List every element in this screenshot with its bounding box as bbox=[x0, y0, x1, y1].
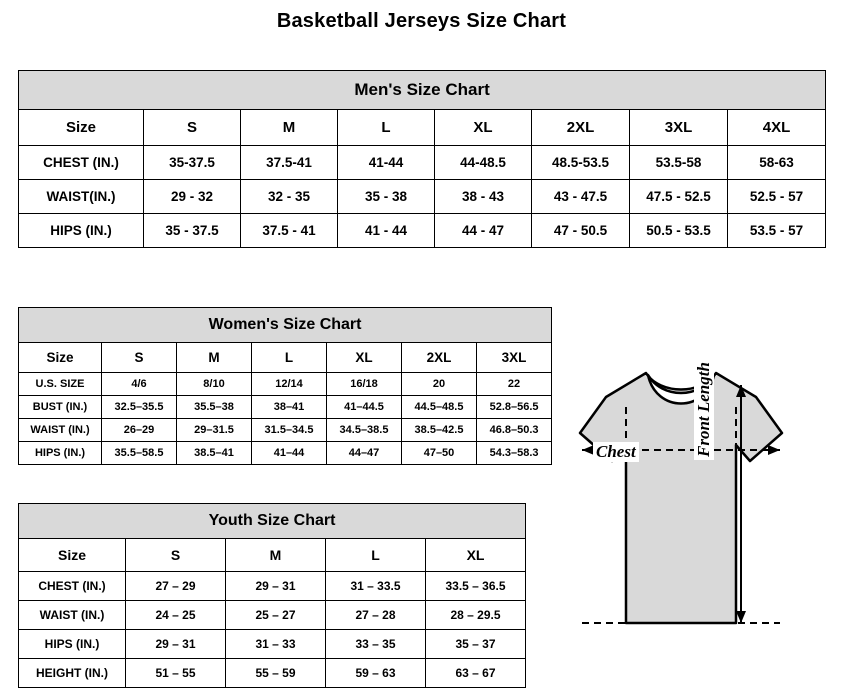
table-section-header-row bbox=[19, 71, 826, 110]
table-section-header-row bbox=[19, 504, 526, 539]
column-header: XL bbox=[327, 343, 402, 373]
table-row bbox=[19, 419, 552, 442]
table-cell: 35-37.5 bbox=[144, 146, 241, 180]
table-cell: 51 – 55 bbox=[126, 659, 226, 688]
table-cell: 34.5–38.5 bbox=[327, 419, 402, 442]
table-cell: 41–44 bbox=[252, 442, 327, 465]
table-cell: 28 – 29.5 bbox=[426, 601, 526, 630]
table-cell: 33 – 35 bbox=[326, 630, 426, 659]
column-header: Size bbox=[19, 539, 126, 572]
table-cell: 29 – 31 bbox=[226, 572, 326, 601]
table-row bbox=[19, 442, 552, 465]
table-row bbox=[19, 396, 552, 419]
shirt-measurement-diagram bbox=[536, 355, 836, 675]
chest-arrow-right bbox=[768, 445, 780, 455]
table-cell: 50.5 - 53.5 bbox=[630, 214, 728, 248]
row-label: CHEST (IN.) bbox=[19, 146, 144, 180]
table-cell: 25 – 27 bbox=[226, 601, 326, 630]
column-header: S bbox=[126, 539, 226, 572]
table-cell: 8/10 bbox=[177, 373, 252, 396]
table-cell: 44-48.5 bbox=[435, 146, 532, 180]
table-cell: 31 – 33.5 bbox=[326, 572, 426, 601]
table-cell: 32 - 35 bbox=[241, 180, 338, 214]
table-cell: 52.8–56.5 bbox=[477, 396, 552, 419]
column-header: L bbox=[252, 343, 327, 373]
column-header: 4XL bbox=[728, 110, 826, 146]
table-cell: 41-44 bbox=[338, 146, 435, 180]
table-header-row bbox=[19, 110, 826, 146]
table-cell: 29 - 32 bbox=[144, 180, 241, 214]
table-cell: 16/18 bbox=[327, 373, 402, 396]
table-cell: 24 – 25 bbox=[126, 601, 226, 630]
table-cell: 47–50 bbox=[402, 442, 477, 465]
table-cell: 55 – 59 bbox=[226, 659, 326, 688]
table-cell: 52.5 - 57 bbox=[728, 180, 826, 214]
table-cell: 35 - 38 bbox=[338, 180, 435, 214]
chest-label: Chest bbox=[593, 442, 639, 462]
table-cell: 35.5–58.5 bbox=[102, 442, 177, 465]
table-cell: 37.5-41 bbox=[241, 146, 338, 180]
row-label: WAIST (IN.) bbox=[19, 419, 102, 442]
table-cell: 27 – 29 bbox=[126, 572, 226, 601]
table-cell: 27 – 28 bbox=[326, 601, 426, 630]
column-header: M bbox=[177, 343, 252, 373]
table-cell: 22 bbox=[477, 373, 552, 396]
table-cell: 35 – 37 bbox=[426, 630, 526, 659]
column-header: XL bbox=[435, 110, 532, 146]
table-row bbox=[19, 601, 526, 630]
table-cell: 46.8–50.3 bbox=[477, 419, 552, 442]
row-label: CHEST (IN.) bbox=[19, 572, 126, 601]
table-header-row bbox=[19, 343, 552, 373]
column-header: S bbox=[144, 110, 241, 146]
table-cell: 38–41 bbox=[252, 396, 327, 419]
column-header: Size bbox=[19, 110, 144, 146]
table-cell: 58-63 bbox=[728, 146, 826, 180]
table-cell: 59 – 63 bbox=[326, 659, 426, 688]
shirt-body-shape bbox=[580, 373, 782, 623]
page-title: Basketball Jerseys Size Chart bbox=[276, 10, 567, 32]
table-cell: 35.5–38 bbox=[177, 396, 252, 419]
row-label: WAIST(IN.) bbox=[19, 180, 144, 214]
column-header: 2XL bbox=[402, 343, 477, 373]
table-cell: 4/6 bbox=[102, 373, 177, 396]
table-cell: 33.5 – 36.5 bbox=[426, 572, 526, 601]
table-row bbox=[19, 214, 826, 248]
column-header: 2XL bbox=[532, 110, 630, 146]
table-cell: 41 - 44 bbox=[338, 214, 435, 248]
table-cell: 44–47 bbox=[327, 442, 402, 465]
table-cell: 37.5 - 41 bbox=[241, 214, 338, 248]
column-header: L bbox=[338, 110, 435, 146]
table-row bbox=[19, 146, 826, 180]
column-header: M bbox=[241, 110, 338, 146]
table-cell: 35 - 37.5 bbox=[144, 214, 241, 248]
table-cell: 44 - 47 bbox=[435, 214, 532, 248]
table-cell: 53.5 - 57 bbox=[728, 214, 826, 248]
table-cell: 38.5–41 bbox=[177, 442, 252, 465]
table-header-row bbox=[19, 539, 526, 572]
column-header: L bbox=[326, 539, 426, 572]
table-cell: 47 - 50.5 bbox=[532, 214, 630, 248]
table-cell: 44.5–48.5 bbox=[402, 396, 477, 419]
table-cell: 53.5-58 bbox=[630, 146, 728, 180]
row-label: BUST (IN.) bbox=[19, 396, 102, 419]
column-header: 3XL bbox=[477, 343, 552, 373]
table-cell: 63 – 67 bbox=[426, 659, 526, 688]
table-cell: 54.3–58.3 bbox=[477, 442, 552, 465]
row-label: HIPS (IN.) bbox=[19, 630, 126, 659]
row-label: U.S. SIZE bbox=[19, 373, 102, 396]
column-header: S bbox=[102, 343, 177, 373]
table-cell: 26–29 bbox=[102, 419, 177, 442]
table-cell: 41–44.5 bbox=[327, 396, 402, 419]
table-cell: 31.5–34.5 bbox=[252, 419, 327, 442]
shirt-illustration-icon bbox=[536, 355, 836, 675]
table-cell: 12/14 bbox=[252, 373, 327, 396]
column-header: M bbox=[226, 539, 326, 572]
womens-chart-heading: Women's Size Chart bbox=[19, 308, 552, 343]
table-row bbox=[19, 572, 526, 601]
table-section-header-row bbox=[19, 308, 552, 343]
table-cell: 32.5–35.5 bbox=[102, 396, 177, 419]
column-header: Size bbox=[19, 343, 102, 373]
table-cell: 38.5–42.5 bbox=[402, 419, 477, 442]
table-cell: 38 - 43 bbox=[435, 180, 532, 214]
table-row bbox=[19, 659, 526, 688]
table-cell: 47.5 - 52.5 bbox=[630, 180, 728, 214]
table-cell: 20 bbox=[402, 373, 477, 396]
table-row bbox=[19, 373, 552, 396]
row-label: HEIGHT (IN.) bbox=[19, 659, 126, 688]
column-header: XL bbox=[426, 539, 526, 572]
row-label: WAIST (IN.) bbox=[19, 601, 126, 630]
table-cell: 29–31.5 bbox=[177, 419, 252, 442]
table-row bbox=[19, 180, 826, 214]
row-label: HIPS (IN.) bbox=[19, 214, 144, 248]
column-header: 3XL bbox=[630, 110, 728, 146]
table-cell: 29 – 31 bbox=[126, 630, 226, 659]
front-length-arrow-bottom bbox=[736, 611, 746, 623]
youth-chart-heading: Youth Size Chart bbox=[19, 504, 526, 539]
womens-size-chart-table bbox=[18, 307, 552, 465]
mens-chart-heading: Men's Size Chart bbox=[19, 71, 826, 110]
table-cell: 48.5-53.5 bbox=[532, 146, 630, 180]
table-cell: 43 - 47.5 bbox=[532, 180, 630, 214]
front-length-label: Front Length bbox=[694, 359, 714, 460]
youth-size-chart-table bbox=[18, 503, 526, 688]
table-cell: 31 – 33 bbox=[226, 630, 326, 659]
row-label: HIPS (IN.) bbox=[19, 442, 102, 465]
table-row bbox=[19, 630, 526, 659]
mens-size-chart-table bbox=[18, 70, 826, 248]
